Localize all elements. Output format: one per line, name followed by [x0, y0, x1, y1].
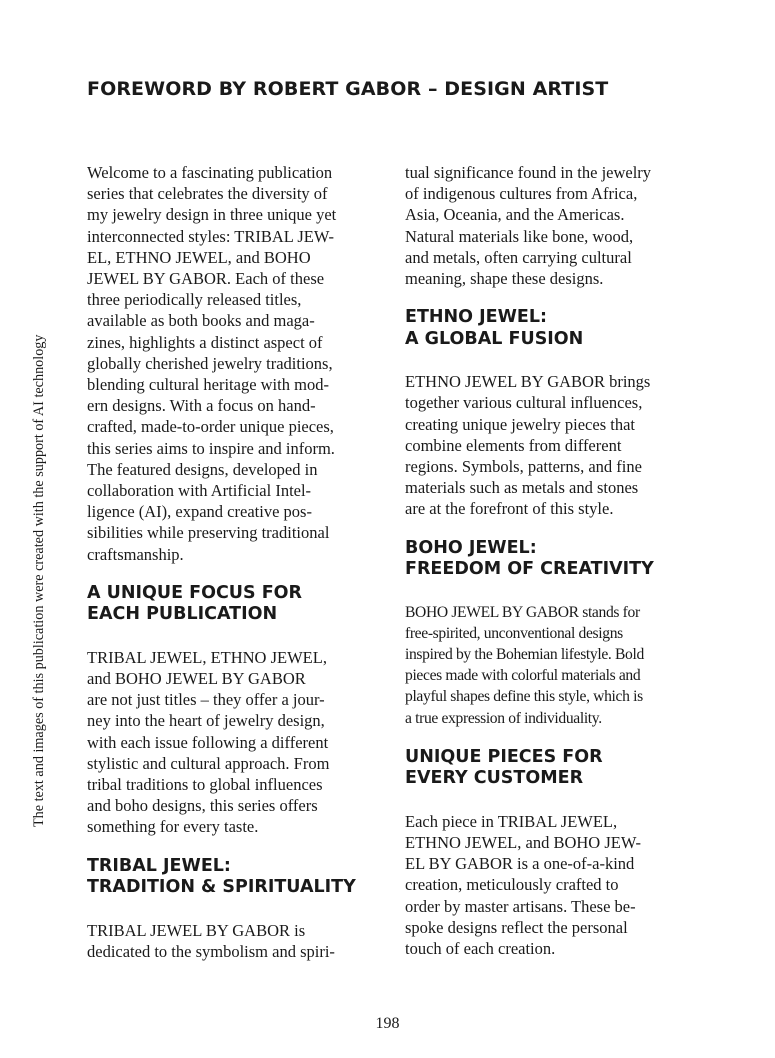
text-line: ern designs. With a focus on hand-: [87, 396, 316, 416]
text-line: TRIBAL JEWEL, ETHNO JEWEL,: [87, 647, 327, 667]
intro-paragraph: [87, 162, 383, 565]
right-column: [405, 162, 695, 959]
heading-tribal-jewel: [87, 856, 383, 899]
text-line: zines, highlights a distinct aspect of: [87, 332, 323, 352]
text-line: my jewelry design in three unique yet: [87, 205, 337, 225]
text-line: EL, ETHNO JEWEL, and BOHO: [87, 247, 311, 267]
text-line: UNIQUE PIECES FOR: [405, 746, 603, 767]
text-line: are at the forefront of this style.: [405, 499, 614, 519]
text-line: sibilities while preserving traditional: [87, 523, 330, 543]
text-line: EVERY CUSTOMER: [405, 768, 584, 789]
focus-paragraph: [87, 647, 383, 838]
text-line: FREEDOM OF CREATIVITY: [405, 559, 654, 580]
page-title: FOREWORD BY ROBERT GABOR – DESIGN ARTIST: [87, 78, 609, 100]
text-line: BOHO JEWEL:: [405, 537, 537, 558]
text-line: meaning, shape these designs.: [405, 269, 604, 289]
text-line: spoke designs reflect the personal: [405, 917, 628, 937]
heading-ethno-jewel: [405, 307, 695, 350]
text-line: order by master artisans. These be-: [405, 896, 636, 916]
text-line: ligence (AI), expand creative pos-: [87, 502, 312, 522]
text-line: The featured designs, developed in: [87, 459, 318, 479]
text-line: this series aims to inspire and inform.: [87, 438, 335, 458]
text-line: and metals, often carrying cultural: [405, 247, 632, 267]
text-line: of indigenous cultures from Africa,: [405, 184, 638, 204]
heading-unique-pieces: [405, 747, 695, 790]
text-line: interconnected styles: TRIBAL JEW-: [87, 226, 334, 246]
text-line: Welcome to a fascinating publication: [87, 163, 333, 182]
text-line: collaboration with Artificial Intel-: [87, 481, 312, 501]
ai-disclaimer-note: The text and images of this publication were created with the support of AI technology: [31, 334, 47, 827]
text-line: inspired by the Bohemian lifestyle. Bold: [405, 646, 644, 664]
text-line: EL BY GABOR is a one-of-a-kind: [405, 854, 635, 874]
text-line: something for every taste.: [87, 817, 259, 837]
text-line: and boho designs, this series offers: [87, 796, 318, 816]
text-line: dedicated to the symbolism and spiri-: [87, 941, 335, 961]
text-line: creating unique jewelry pieces that: [405, 414, 635, 434]
text-line: three periodically released titles,: [87, 290, 302, 310]
left-column: [87, 162, 383, 962]
text-line: combine elements from different: [405, 435, 622, 455]
text-line: Each piece in TRIBAL JEWEL,: [405, 811, 618, 831]
text-line: tual significance found in the jewelry: [405, 163, 652, 182]
text-line: Natural materials like bone, wood,: [405, 226, 634, 246]
ethno-paragraph: [405, 371, 695, 519]
boho-paragraph: [405, 602, 695, 729]
tribal-paragraph-continued: [405, 162, 695, 289]
text-line: ETHNO JEWEL BY GABOR brings: [405, 372, 651, 392]
text-line: ETHNO JEWEL, and BOHO JEW-: [405, 833, 641, 853]
text-line: tribal traditions to global influences: [87, 775, 323, 795]
text-line: BOHO JEWEL BY GABOR stands for: [405, 603, 640, 621]
text-line: TRADITION & SPIRITUALITY: [87, 877, 356, 898]
text-line: pieces made with colorful materials and: [405, 667, 641, 685]
text-line: free-spirited, unconventional designs: [405, 624, 623, 642]
text-line: EACH PUBLICATION: [87, 604, 278, 625]
text-line: TRIBAL JEWEL:: [87, 855, 231, 876]
text-line: Asia, Oceania, and the Americas.: [405, 205, 625, 225]
text-line: available as both books and maga-: [87, 311, 315, 331]
text-line: materials such as metals and stones: [405, 478, 639, 498]
text-line: A UNIQUE FOCUS FOR: [87, 582, 303, 603]
text-line: with each issue following a different: [87, 732, 329, 752]
text-line: A GLOBAL FUSION: [405, 328, 584, 349]
text-line: series that celebrates the diversity of: [87, 184, 328, 204]
text-line: ETHNO JEWEL:: [405, 307, 548, 328]
text-line: blending cultural heritage with mod-: [87, 375, 329, 395]
text-line: are not just titles – they offer a jour-: [87, 690, 325, 710]
text-line: and BOHO JEWEL BY GABOR: [87, 669, 306, 689]
text-line: playful shapes define this style, which is: [405, 688, 643, 706]
tribal-paragraph: [87, 920, 383, 962]
text-line: stylistic and cultural approach. From: [87, 753, 330, 773]
text-line: crafted, made-to-order unique pieces,: [87, 417, 334, 437]
text-line: craftsmanship.: [87, 544, 184, 564]
unique-paragraph: [405, 811, 695, 959]
text-line: together various cultural influences,: [405, 393, 643, 413]
text-line: ney into the heart of jewelry design,: [87, 711, 325, 731]
text-line: globally cherished jewelry traditions,: [87, 353, 333, 373]
text-line: TRIBAL JEWEL BY GABOR is: [87, 920, 306, 940]
text-line: touch of each creation.: [405, 939, 556, 959]
text-line: a true expression of individuality.: [405, 709, 602, 727]
text-line: regions. Symbols, patterns, and fine: [405, 457, 642, 477]
text-line: JEWEL BY GABOR. Each of these: [87, 269, 325, 289]
text-line: creation, meticulously crafted to: [405, 875, 619, 895]
heading-boho-jewel: [405, 538, 695, 581]
heading-unique-focus: [87, 583, 383, 626]
page-number: 198: [375, 1015, 400, 1032]
